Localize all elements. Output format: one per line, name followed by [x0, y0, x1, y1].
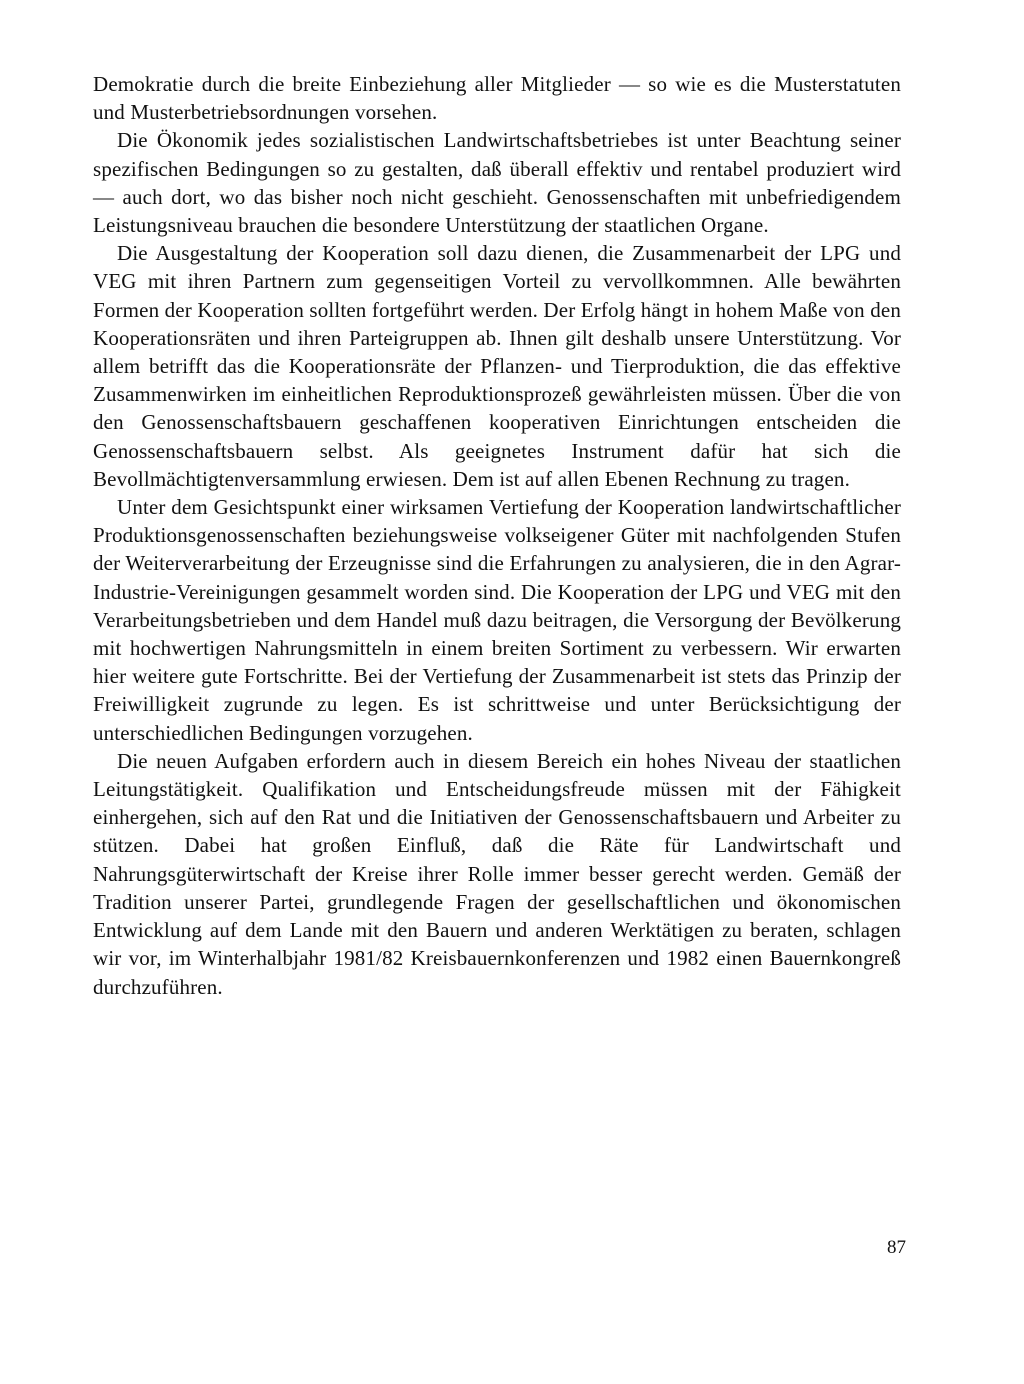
paragraph-oekonomik: Die Ökonomik jedes sozialistischen Landwirtschaftsbetriebes ist unter Beachtung seiner spezifischen Bedingungen so zu gestalten, daß überall effektiv und rentabel produziert wird — auch dort, wo das bisher noch nicht geschieht. Genossenschaften mit unbefriedigendem Leistungsniveau brauchen die besondere Unterstützung der staatlichen Organe.: [93, 128, 901, 238]
body-text: [93, 70, 901, 1001]
paragraph-vertiefung: Unter dem Gesichtspunkt einer wirksamen Vertiefung der Kooperation landwirtschaftlicher Produktionsgenossenschaften beziehungsweise volkseigener Güter mit nachfolgenden Stufen der Weiterverarbeitung der Erzeugnisse sind die Erfahrungen zu analysieren, die in den Agrar-Industrie-Vereinigungen gesammelt worden sind. Die Kooperation der LPG und VEG mit den Verarbeitungsbetrieben und dem Handel muß dazu beitragen, die Versorgung der Bevölkerung mit hochwertigen Nahrungsmitteln in einem breiten Sortiment zu verbessern. Wir erwarten hier weitere gute Fortschritte. Bei der Vertiefung der Zusammenarbeit ist stets das Prinzip der Freiwilligkeit zugrunde zu legen. Es ist schrittweise und unter Berücksichtigung der unterschiedlichen Bedingungen vorzugehen.: [93, 495, 901, 745]
paragraph-leitung: Die neuen Aufgaben erfordern auch in diesem Bereich ein hohes Niveau der staatlichen Leitungstätigkeit. Qualifikation und Entscheidungsfreude müssen mit der Fähigkeit einhergehen, sich auf den Rat und die Initiativen der Genossenschaftsbauern und Arbeiter zu stützen. Dabei hat großen Einfluß, daß die Räte für Landwirtschaft und Nahrungsgüterwirtschaft der Kreise ihrer Rolle immer besser gerecht werden. Gemäß der Tradition unserer Partei, grundlegende Fragen der gesellschaftlichen und ökonomischen Entwicklung auf dem Lande mit den Bauern und anderen Werktätigen zu beraten, schlagen wir vor, im Winterhalbjahr 1981/82 Kreisbauernkonferenzen und 1982 einen Bauernkongreß durchzuführen.: [93, 748, 901, 999]
paragraph-kooperation: Die Ausgestaltung der Kooperation soll dazu dienen, die Zusammenarbeit der LPG und VEG mit ihren Partnern zum gegenseitigen Vorteil zu vervollkommnen. Alle bewährten Formen der Kooperation sollten fortgeführt werden. Der Erfolg hängt in hohem Maße von den Kooperationsräten und ihren Parteigruppen ab. Ihnen gilt deshalb unsere Unterstützung. Vor allem betrifft das die Kooperationsräte der Pflanzen- und Tierproduktion, die das effektive Zusammenwirken im einheitlichen Reproduktionsprozeß gewährleisten müssen. Über die von den Genossenschaftsbauern geschaffenen kooperativen Einrichtungen entscheiden die Genossenschaftsbauern selbst. Als geeignetes Instrument dafür hat sich die Bevollmächtigtenversammlung erwiesen. Dem ist auf allen Ebenen Rechnung zu tragen.: [93, 241, 901, 491]
page-number: 87: [887, 1237, 906, 1258]
paragraph-continuation: Demokratie durch die breite Einbeziehung aller Mitglieder — so wie es die Musterstatuten und Musterbetriebsordnungen vorsehen.: [93, 72, 901, 125]
